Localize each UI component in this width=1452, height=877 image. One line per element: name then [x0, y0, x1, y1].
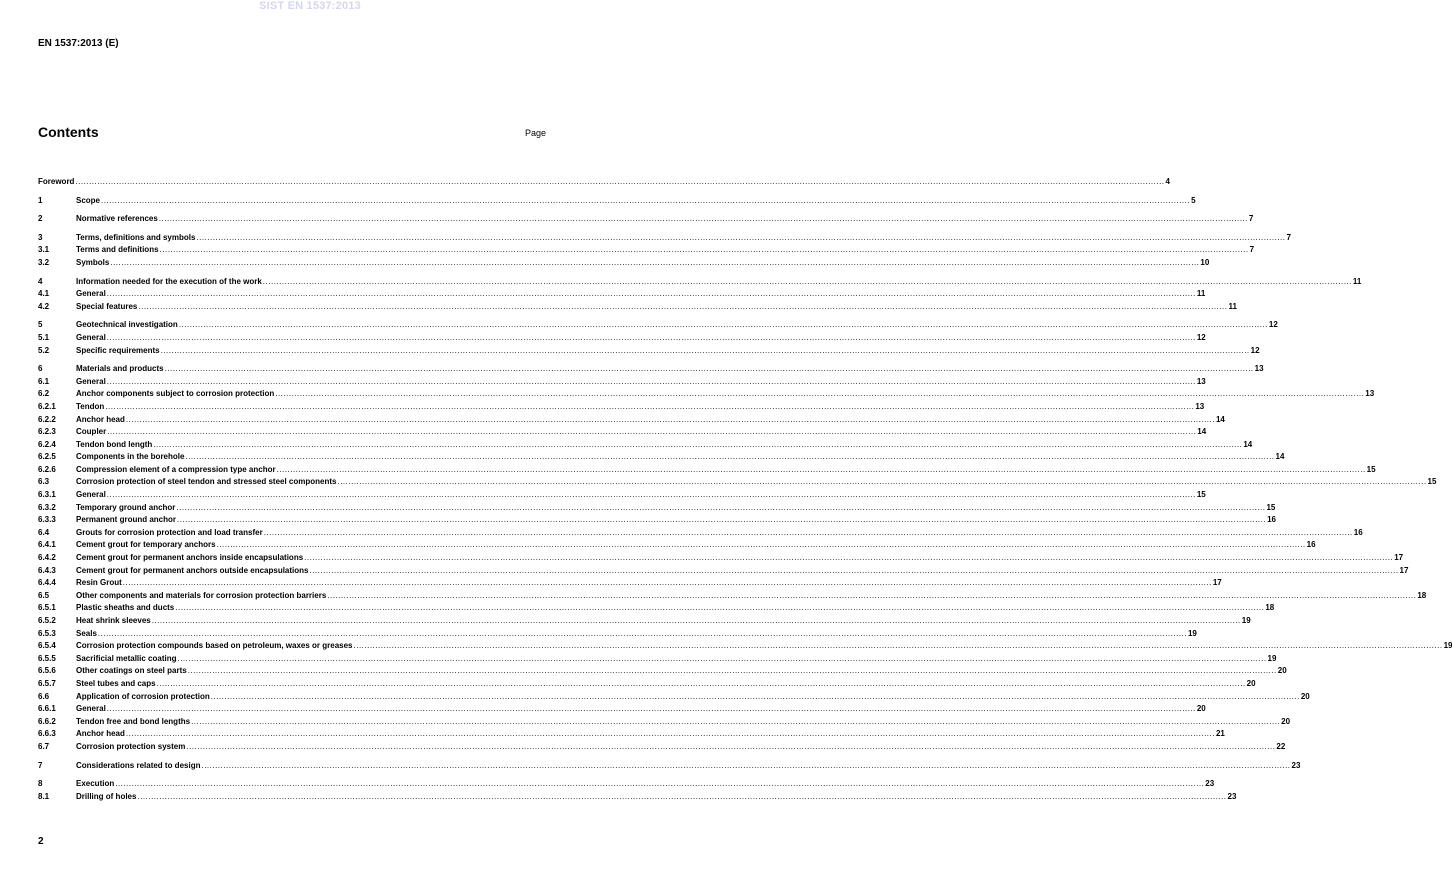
dot-leader: ................................................................................................................................................................................................................................................................................................................................................................................................................ [75, 177, 1165, 186]
toc-entry-title: Resin Grout [76, 578, 122, 588]
dot-leader: ................................................................................................................................................................................................................................................................................................................................................................................................................ [175, 603, 1265, 613]
toc-entry[interactable] [38, 257, 1210, 270]
toc-entry-title: Anchor head [76, 414, 125, 424]
toc-entry-title: Compression element of a compression type anchor [76, 464, 276, 474]
watermark: SIST EN 1537:2013 [259, 0, 361, 12]
toc-entry-title: Terms, definitions and symbols [76, 232, 196, 242]
dot-leader: ................................................................................................................................................................................................................................................................................................................................................................................................................ [97, 628, 1187, 638]
toc-entry-number: 6.6 [38, 691, 50, 701]
toc-entry-number: 6.5.2 [38, 616, 56, 625]
toc-entry-title: Materials and products [76, 364, 164, 374]
toc-entry-number: 6.1 [38, 376, 50, 386]
toc-entry-title: Special features [76, 301, 138, 311]
toc-entry-number: 8 [38, 779, 43, 789]
toc-entry[interactable] [38, 678, 1256, 691]
toc-entry-page: 19 [1187, 628, 1197, 638]
toc-entry-number: 6.4.4 [38, 578, 56, 588]
dot-leader: ................................................................................................................................................................................................................................................................................................................................................................................................................ [106, 376, 1196, 386]
dot-leader: ................................................................................................................................................................................................................................................................................................................................................................................................................ [201, 760, 1291, 770]
dot-leader: ................................................................................................................................................................................................................................................................................................................................................................................................................ [191, 716, 1281, 726]
toc-entry-title: Drilling of holes [76, 791, 137, 801]
toc-entry[interactable] [38, 778, 1215, 791]
toc-entry-page: 18 [1417, 590, 1427, 600]
toc-entry-number: 6.5.5 [38, 653, 56, 663]
toc-entry-number: 6.5.1 [38, 603, 56, 613]
dot-leader: ................................................................................................................................................................................................................................................................................................................................................................................................................ [186, 741, 1276, 751]
toc-entry-page: 4 [1165, 177, 1170, 186]
dot-leader: ................................................................................................................................................................................................................................................................................................................................................................................................................ [164, 364, 1254, 374]
dot-leader: ................................................................................................................................................................................................................................................................................................................................................................................................................ [176, 502, 1266, 512]
toc-entry-number: 6.4.1 [38, 540, 56, 550]
dot-leader: ................................................................................................................................................................................................................................................................................................................................................................................................................ [276, 464, 1366, 474]
toc-entry-page: 11 [1196, 289, 1206, 299]
toc-entry-page: 20 [1277, 666, 1287, 676]
toc-entry-page: 14 [1243, 439, 1253, 449]
toc-entry-page: 14 [1275, 452, 1285, 462]
toc-entry-title: Corrosion protection system [76, 741, 186, 751]
toc-entry-title: Other coatings on steel parts [76, 666, 187, 676]
toc-entry-page: 13 [1254, 364, 1264, 374]
toc-entry-number: 6.4.2 [38, 553, 56, 563]
dot-leader: ................................................................................................................................................................................................................................................................................................................................................................................................................ [177, 515, 1267, 525]
toc-entry[interactable] [38, 577, 1222, 590]
toc-entry-title: Information needed for the execution of the work [76, 276, 262, 286]
toc-entry-title: Temporary ground anchor [76, 502, 176, 512]
toc-entry[interactable] [38, 213, 1254, 226]
toc-entry-title: Heat shrink sleeves [76, 616, 151, 625]
toc-entry-page: 23 [1291, 760, 1301, 770]
toc-entry-page: 15 [1427, 477, 1437, 487]
toc-entry-number: 6.5.3 [38, 628, 56, 638]
toc-entry-page: 13 [1365, 389, 1375, 399]
dot-leader: ................................................................................................................................................................................................................................................................................................................................................................................................................ [185, 452, 1275, 462]
toc-entry[interactable] [38, 244, 1255, 257]
toc-entry[interactable] [38, 276, 1362, 289]
toc-entry-title: Permanent ground anchor [76, 515, 177, 525]
toc-entry-number: 6.2 [38, 389, 50, 399]
toc-entry-page: 16 [1267, 515, 1276, 525]
toc-entry-number: 1 [38, 195, 43, 205]
toc-entry-number: 3 [38, 232, 43, 242]
dot-leader: ................................................................................................................................................................................................................................................................................................................................................................................................................ [158, 214, 1248, 224]
toc-entry[interactable] [38, 502, 1276, 515]
toc-entry-number: 6.2.3 [38, 427, 56, 437]
toc-entry-title: Other components and materials for corrosion protection barriers [76, 590, 327, 600]
toc-entry-title: Application of corrosion protection [76, 691, 210, 701]
toc-entry-page: 22 [1276, 741, 1286, 751]
toc-entry-page: 12 [1250, 345, 1260, 355]
toc-entry-title: Plastic sheaths and ducts [76, 603, 175, 613]
dot-leader: ................................................................................................................................................................................................................................................................................................................................................................................................................ [106, 332, 1196, 342]
dot-leader: ................................................................................................................................................................................................................................................................................................................................................................................................................ [275, 389, 1365, 399]
toc-entry-title: Anchor components subject to corrosion protection [76, 389, 275, 399]
toc-entry-page: 18 [1265, 603, 1275, 613]
toc-entry[interactable] [38, 514, 1276, 527]
toc-entry-number: 6.6.3 [38, 729, 56, 739]
contents-title: Contents [38, 124, 99, 140]
toc-entry-title: Terms and definitions [76, 245, 159, 255]
toc-entry-page: 20 [1281, 716, 1291, 726]
dot-leader: ................................................................................................................................................................................................................................................................................................................................................................................................................ [196, 232, 1286, 242]
toc-entry-title: Normative references [76, 214, 158, 224]
toc-entry[interactable] [38, 703, 1206, 716]
dot-leader: ................................................................................................................................................................................................................................................................................................................................................................................................................ [122, 578, 1212, 588]
toc-entry[interactable] [38, 489, 1206, 502]
toc-entry-title: Geotechnical investigation [76, 320, 178, 330]
toc-entry[interactable] [38, 728, 1225, 741]
toc-entry-number: 6.2.1 [38, 401, 56, 411]
toc-entry-page: 11 [1228, 301, 1237, 311]
dot-leader: ................................................................................................................................................................................................................................................................................................................................................................................................................ [115, 779, 1205, 789]
toc-entry-number: 4 [38, 276, 43, 286]
toc-entry-number: 6.5.6 [38, 666, 56, 676]
toc-entry-title: Tendon bond length [76, 439, 153, 449]
toc-entry-page: 14 [1215, 414, 1225, 424]
toc-entry-page: 13 [1195, 401, 1205, 411]
toc-entry-number: 6.2.5 [38, 452, 56, 462]
dot-leader: ................................................................................................................................................................................................................................................................................................................................................................................................................ [125, 414, 1215, 424]
toc-entry-number: 5.2 [38, 345, 50, 355]
dot-leader: ................................................................................................................................................................................................................................................................................................................................................................................................................ [337, 477, 1427, 487]
toc-entry-page: 7 [1248, 214, 1254, 224]
toc-entry-number: 2 [38, 214, 43, 224]
toc-entry[interactable] [38, 665, 1287, 678]
toc-entry-number: 6.5 [38, 590, 50, 600]
toc-entry[interactable] [38, 288, 1206, 301]
toc-entry[interactable] [38, 414, 1225, 427]
toc-entry-page: 16 [1353, 527, 1363, 537]
dot-leader: ................................................................................................................................................................................................................................................................................................................................................................................................................ [106, 490, 1196, 500]
toc-entry-title: Sacrificial metallic coating [76, 653, 177, 663]
dot-leader: ................................................................................................................................................................................................................................................................................................................................................................................................................ [125, 729, 1215, 739]
dot-leader: ................................................................................................................................................................................................................................................................................................................................................................................................................ [156, 678, 1246, 688]
toc-entry-page: 15 [1266, 502, 1276, 512]
toc-entry[interactable] [38, 741, 1286, 754]
dot-leader: ................................................................................................................................................................................................................................................................................................................................................................................................................ [137, 791, 1227, 801]
toc-entry[interactable] [38, 527, 1363, 540]
dot-leader: ................................................................................................................................................................................................................................................................................................................................................................................................................ [178, 320, 1268, 330]
toc-entry[interactable] [38, 565, 1409, 578]
dot-leader: ................................................................................................................................................................................................................................................................................................................................................................................................................ [216, 540, 1306, 550]
toc-entry-page: 12 [1268, 320, 1278, 330]
toc-entry-page: 20 [1246, 678, 1256, 688]
dot-leader: ................................................................................................................................................................................................................................................................................................................................................................................................................ [159, 245, 1249, 255]
toc-entry-title: Symbols [76, 257, 110, 267]
toc-entry-title: Cement grout for permanent anchors outside encapsulations [76, 565, 309, 575]
toc-entry[interactable] [38, 439, 1253, 452]
toc-entry-number: 6.2.4 [38, 439, 56, 449]
toc-entry-number: 6.2.6 [38, 464, 56, 474]
toc-entry[interactable] [38, 232, 1291, 245]
toc-entry-page: 11 [1352, 276, 1362, 286]
toc-entry-number: 6 [38, 364, 43, 374]
toc-entry[interactable] [38, 716, 1291, 729]
toc-entry-title: Execution [76, 779, 115, 789]
toc-entry-page: 23 [1205, 779, 1215, 789]
page-column-label: Page [524, 128, 546, 138]
toc-entry-number: 4.2 [38, 301, 50, 311]
toc-entry-page: 19 [1443, 641, 1452, 651]
toc-entry-page: 16 [1306, 540, 1316, 550]
toc-entry-page: 20 [1196, 704, 1206, 714]
toc-entry-title: General [76, 704, 106, 714]
toc-entry-title: Corrosion protection compounds based on petroleum, waxes or greases [76, 641, 353, 651]
page-number: 2 [38, 836, 44, 847]
dot-leader: ................................................................................................................................................................................................................................................................................................................................................................................................................ [101, 195, 1191, 205]
toc-entry-number: 6.3.3 [38, 515, 56, 525]
toc-entry-title: Components in the borehole [76, 452, 185, 462]
toc-entry-title: Cement grout for temporary anchors [76, 540, 216, 550]
toc-entry[interactable] [38, 363, 1264, 376]
toc-entry[interactable] [38, 691, 1310, 704]
toc-entry[interactable] [38, 628, 1197, 641]
toc-entry-title: General [76, 376, 106, 386]
toc-entry-page: 5 [1191, 195, 1196, 205]
dot-leader: ................................................................................................................................................................................................................................................................................................................................................................................................................ [262, 276, 1352, 286]
toc-entry-title: General [76, 289, 106, 299]
toc-entry-page: 7 [1286, 232, 1291, 242]
toc-entry-number: 5.1 [38, 332, 50, 342]
toc-entry-page: 20 [1300, 691, 1310, 701]
toc-entry-number: 6.6.2 [38, 716, 56, 726]
toc-entry-title: Scope [76, 195, 101, 205]
dot-leader: ................................................................................................................................................................................................................................................................................................................................................................................................................ [106, 289, 1196, 299]
dot-leader: ................................................................................................................................................................................................................................................................................................................................................................................................................ [177, 653, 1267, 663]
toc-entry-title: General [76, 332, 106, 342]
toc-entry-number: 6.7 [38, 741, 50, 751]
toc-entry-page: 17 [1212, 578, 1222, 588]
toc-entry-number: 8.1 [38, 791, 50, 801]
dot-leader: ................................................................................................................................................................................................................................................................................................................................................................................................................ [106, 704, 1196, 714]
toc-entry[interactable] [38, 602, 1275, 615]
toc-entry-number: 6.4.3 [38, 565, 56, 575]
dot-leader: ................................................................................................................................................................................................................................................................................................................................................................................................................ [153, 439, 1243, 449]
dot-leader: ................................................................................................................................................................................................................................................................................................................................................................................................................ [353, 641, 1443, 651]
toc-entry[interactable] [38, 426, 1207, 439]
dot-leader: ................................................................................................................................................................................................................................................................................................................................................................................................................ [309, 565, 1399, 575]
toc-entry[interactable] [38, 195, 1196, 208]
toc-entry[interactable] [38, 476, 1437, 489]
toc-entry-title: Considerations related to design [76, 760, 201, 770]
toc-entry-title: Corrosion protection of steel tendon and stressed steel components [76, 477, 337, 487]
toc-entry-title: Steel tubes and caps [76, 678, 156, 688]
toc-entry[interactable] [38, 539, 1316, 552]
toc-entry-page: 13 [1196, 376, 1206, 386]
toc-entry[interactable] [38, 401, 1205, 414]
toc-entry[interactable] [38, 345, 1260, 358]
toc-entry-title: Grouts for corrosion protection and load transfer [76, 527, 263, 537]
toc-entry-title: Foreword [38, 177, 75, 186]
toc-entry-page: 19 [1267, 653, 1277, 663]
dot-leader: ................................................................................................................................................................................................................................................................................................................................................................................................................ [263, 527, 1353, 537]
toc-entry-number: 6.5.7 [38, 678, 56, 688]
toc-entry[interactable] [38, 640, 1452, 653]
table-of-contents [38, 176, 1452, 803]
toc-entry-number: 7 [38, 760, 43, 770]
toc-entry-page: 10 [1200, 257, 1210, 267]
toc-entry[interactable] [38, 590, 1427, 603]
toc-entry-page: 12 [1196, 332, 1206, 342]
toc-entry-page: 19 [1241, 616, 1251, 625]
toc-entry[interactable] [38, 451, 1285, 464]
toc-entry-page: 21 [1215, 729, 1225, 739]
toc-entry[interactable] [38, 760, 1301, 773]
document-id: EN 1537:2013 (E) [38, 38, 119, 49]
dot-leader: ................................................................................................................................................................................................................................................................................................................................................................................................................ [187, 666, 1277, 676]
dot-leader: ................................................................................................................................................................................................................................................................................................................................................................................................................ [160, 345, 1250, 355]
toc-entry-page: 14 [1197, 427, 1207, 437]
toc-entry-number: 5 [38, 320, 43, 330]
toc-entry-title: Coupler [76, 427, 107, 437]
toc-entry-number: 4.1 [38, 289, 50, 299]
toc-entry-title: Cement grout for permanent anchors inside encapsulations [76, 553, 304, 563]
toc-entry-number: 3.1 [38, 245, 50, 255]
toc-entry-number: 6.3.1 [38, 490, 56, 500]
toc-entry-number: 6.3 [38, 477, 50, 487]
toc-entry-number: 6.5.4 [38, 641, 56, 651]
toc-entry-page: 17 [1394, 553, 1404, 563]
toc-entry-title: Tendon free and bond lengths [76, 716, 191, 726]
toc-entry-number: 6.2.2 [38, 414, 56, 424]
toc-entry-title: Seals [76, 628, 97, 638]
toc-entry-title: Specific requirements [76, 345, 160, 355]
dot-leader: ................................................................................................................................................................................................................................................................................................................................................................................................................ [105, 401, 1195, 411]
toc-entry-page: 15 [1366, 464, 1376, 474]
dot-leader: ................................................................................................................................................................................................................................................................................................................................................................................................................ [210, 691, 1300, 701]
toc-entry-number: 6.6.1 [38, 704, 56, 714]
toc-entry-number: 6.3.2 [38, 502, 56, 512]
toc-entry[interactable] [38, 464, 1376, 477]
toc-entry[interactable] [38, 388, 1375, 401]
toc-entry-page: 23 [1227, 791, 1237, 801]
toc-entry-number: 3.2 [38, 257, 50, 267]
toc-entry-number: 6.4 [38, 527, 50, 537]
toc-entry-title: Anchor head [76, 729, 125, 739]
toc-entry-page: 15 [1196, 490, 1206, 500]
toc-entry-title: Tendon [76, 401, 105, 411]
toc-entry[interactable] [38, 301, 1237, 314]
toc-entry[interactable] [38, 653, 1277, 666]
toc-entry[interactable] [38, 332, 1206, 345]
toc-entry[interactable] [38, 176, 1170, 189]
toc-entry[interactable] [38, 615, 1251, 628]
dot-leader: ................................................................................................................................................................................................................................................................................................................................................................................................................ [138, 301, 1228, 311]
toc-entry[interactable] [38, 552, 1404, 565]
toc-entry[interactable] [38, 376, 1206, 389]
dot-leader: ................................................................................................................................................................................................................................................................................................................................................................................................................ [304, 553, 1394, 563]
toc-entry[interactable] [38, 319, 1278, 332]
toc-entry-page: 7 [1249, 245, 1255, 255]
toc-entry-page: 17 [1399, 565, 1409, 575]
dot-leader: ................................................................................................................................................................................................................................................................................................................................................................................................................ [327, 590, 1417, 600]
toc-entry[interactable] [38, 791, 1237, 804]
dot-leader: ................................................................................................................................................................................................................................................................................................................................................................................................................ [107, 427, 1197, 437]
toc-entry-title: General [76, 490, 106, 500]
dot-leader: ................................................................................................................................................................................................................................................................................................................................................................................................................ [151, 616, 1241, 625]
dot-leader: ................................................................................................................................................................................................................................................................................................................................................................................................................ [110, 257, 1200, 267]
